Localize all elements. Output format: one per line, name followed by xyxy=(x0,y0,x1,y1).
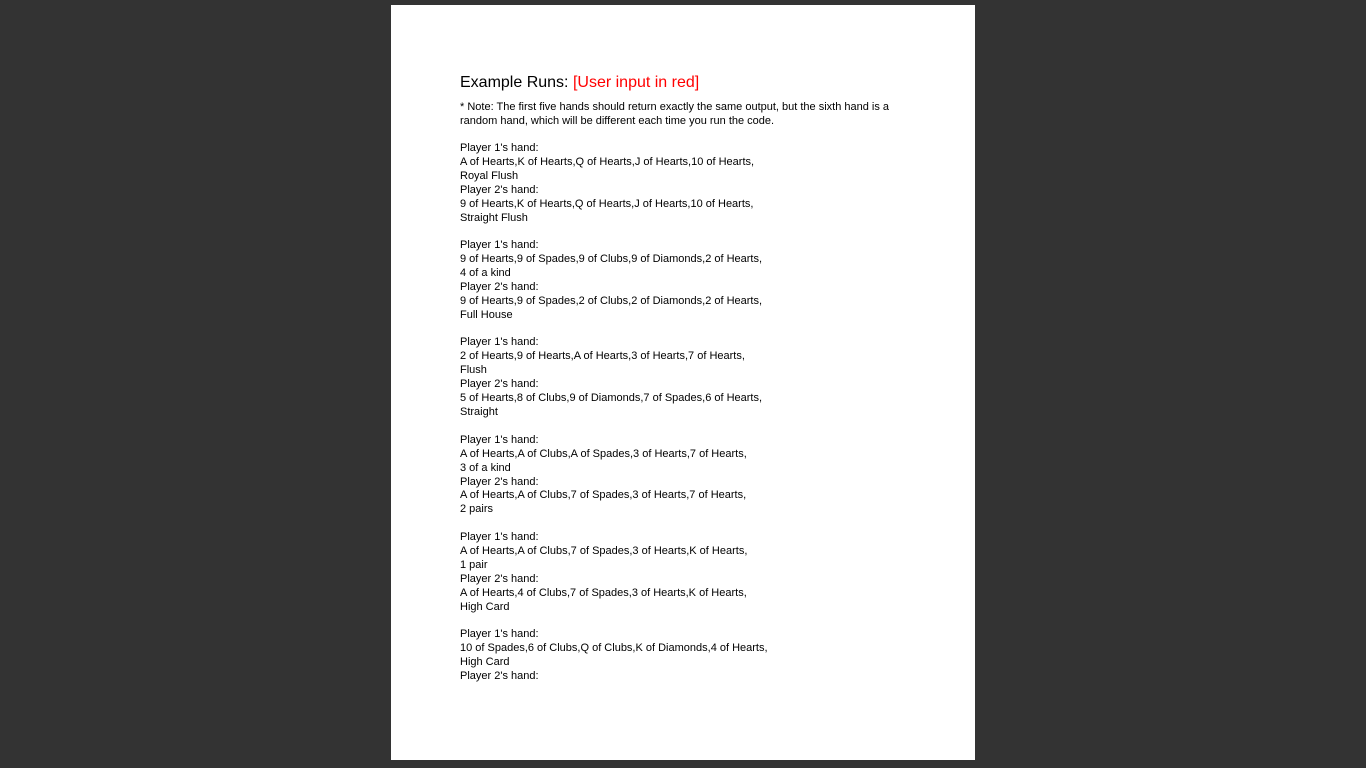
player-2-result: 2 pairs xyxy=(460,503,494,516)
player-2-label: Player 2's hand: xyxy=(460,183,539,196)
player-1-cards: A of Hearts,A of Clubs,A of Spades,3 of Hearts,7 of Hearts, xyxy=(460,447,747,460)
title-user-input-note: [User input in red] xyxy=(572,74,700,91)
player-1-result: 4 of a kind xyxy=(460,267,511,280)
player-1-cards: 2 of Hearts,9 of Hearts,A of Hearts,3 of Hearts,7 of Hearts, xyxy=(460,350,745,363)
player-1-result: Royal Flush xyxy=(460,169,519,182)
player-2-cards: A of Hearts,A of Clubs,7 of Spades,3 of Hearts,7 of Hearts, xyxy=(460,489,747,502)
note-paragraph xyxy=(460,100,910,128)
player-1-label: Player 1's hand: xyxy=(460,628,539,641)
player-1-result: 1 pair xyxy=(460,558,488,571)
title-prefix: Example Runs: xyxy=(460,74,573,91)
player-2-result: Straight xyxy=(460,406,498,419)
page-content xyxy=(460,72,910,684)
player-2-cards: 9 of Hearts,K of Hearts,Q of Hearts,J of Hearts,10 of Hearts, xyxy=(460,197,754,210)
example-run xyxy=(460,142,910,226)
player-2-result: Straight Flush xyxy=(460,211,528,224)
player-1-result: High Card xyxy=(460,656,510,668)
player-1-result: 3 of a kind xyxy=(460,461,511,474)
player-2-label: Player 2's hand: xyxy=(460,572,539,585)
player-1-label: Player 1's hand: xyxy=(460,530,539,543)
spacer xyxy=(460,420,910,434)
spacer xyxy=(460,517,910,531)
example-run xyxy=(460,628,910,684)
note-line: random hand, which will be different each time you run the code. xyxy=(460,115,775,127)
player-2-label: Player 2's hand: xyxy=(460,378,539,391)
player-1-label: Player 1's hand: xyxy=(460,142,539,154)
player-2-label: Player 2's hand: xyxy=(460,475,539,488)
spacer xyxy=(460,128,910,142)
document-page xyxy=(391,5,975,760)
example-run xyxy=(460,531,910,615)
player-1-label: Player 1's hand: xyxy=(460,433,539,446)
player-2-cards: 9 of Hearts,9 of Spades,2 of Clubs,2 of Diamonds,2 of Hearts, xyxy=(460,295,763,308)
player-1-cards: 10 of Spades,6 of Clubs,Q of Clubs,K of Diamonds,4 of Hearts, xyxy=(460,642,768,655)
spacer xyxy=(460,323,910,337)
page-title xyxy=(460,72,910,94)
player-1-label: Player 1's hand: xyxy=(460,239,539,252)
spacer xyxy=(460,226,910,240)
player-2-label: Player 2's hand: xyxy=(460,281,539,294)
player-2-cards: 5 of Hearts,8 of Clubs,9 of Diamonds,7 of Spades,6 of Hearts, xyxy=(460,392,763,405)
player-2-result: High Card xyxy=(460,600,510,613)
player-1-label: Player 1's hand: xyxy=(460,336,539,349)
example-run xyxy=(460,434,910,518)
note-line: * Note: The first five hands should return exactly the same output, but the sixth hand is a xyxy=(460,101,890,113)
player-1-cards: 9 of Hearts,9 of Spades,9 of Clubs,9 of Diamonds,2 of Hearts, xyxy=(460,253,763,266)
player-1-cards: A of Hearts,K of Hearts,Q of Hearts,J of Hearts,10 of Hearts, xyxy=(460,155,755,168)
player-1-cards: A of Hearts,A of Clubs,7 of Spades,3 of Hearts,K of Hearts, xyxy=(460,544,748,557)
player-2-label: Player 2's hand: xyxy=(460,669,539,682)
example-run xyxy=(460,239,910,323)
example-run xyxy=(460,336,910,420)
player-2-cards: A of Hearts,4 of Clubs,7 of Spades,3 of Hearts,K of Hearts, xyxy=(460,586,747,599)
player-2-result: Full House xyxy=(460,308,513,321)
spacer xyxy=(460,615,910,629)
player-1-result: Flush xyxy=(460,364,487,377)
